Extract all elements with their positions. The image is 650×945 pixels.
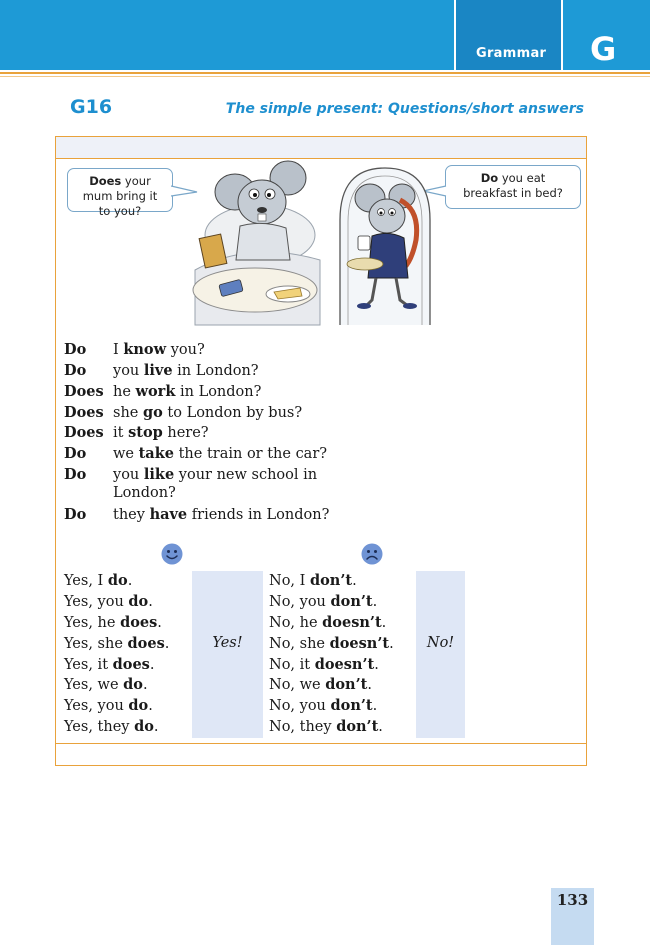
question-aux: Does	[64, 383, 104, 400]
question-aux: Do	[64, 445, 87, 462]
header-band	[0, 0, 650, 70]
header-rule	[0, 72, 650, 74]
question-body: he work in London?	[113, 383, 262, 400]
no-answer: No, we don’t.	[269, 676, 372, 694]
yes-answer: Yes, he does.	[64, 613, 162, 631]
happy-face-icon	[161, 543, 183, 565]
page-title: The simple present: Questions/short answers	[225, 101, 584, 117]
yes-answer: Yes, you do.	[64, 697, 153, 715]
question-aux: Does	[64, 404, 104, 421]
header-rule-thin	[0, 76, 650, 77]
question-body: they have friends in London?	[113, 506, 330, 523]
sad-face-icon	[361, 543, 383, 565]
speech-bubble-left	[67, 168, 173, 218]
yes-answers-column	[64, 571, 264, 738]
no-answer: No, they don’t.	[269, 718, 383, 736]
question-aux: Do	[64, 341, 87, 358]
yes-answer: Yes, it does.	[64, 655, 155, 673]
question-body: you like your new school in	[113, 466, 318, 483]
question-body: we take the train or the car?	[113, 445, 328, 462]
yes-answer: Yes, you do.	[64, 592, 153, 610]
speech-bubble-right	[445, 165, 581, 209]
question-body: I know you?	[113, 341, 205, 358]
unit-code: G16	[70, 96, 113, 118]
box-bottom-strip	[56, 743, 586, 765]
section-label: Grammar	[476, 46, 547, 61]
bubble-aux: Does	[89, 174, 122, 188]
yes-answer: Yes, I do.	[64, 572, 133, 589]
no-answer: No, he doesn’t.	[269, 613, 387, 631]
bubble-aux: Do	[480, 171, 499, 185]
no-answers-column	[269, 571, 469, 738]
no-answer: No, it doesn’t.	[269, 655, 379, 673]
no-label: No!	[426, 635, 455, 651]
yes-answer: Yes, she does.	[64, 634, 170, 652]
bubble-text: you eat breakfast in bed?	[463, 171, 563, 200]
question-body-continued: London?	[113, 485, 176, 501]
no-answer: No, she doesn’t.	[269, 634, 394, 652]
header-divider	[454, 0, 456, 70]
question-body: you live in London?	[113, 362, 259, 379]
question-aux: Do	[64, 506, 87, 523]
section-letter: G	[590, 30, 617, 68]
no-answer: No, you don’t.	[269, 697, 378, 715]
yes-label: Yes!	[212, 635, 243, 651]
bubble-text: your mum bring it to you?	[82, 174, 158, 218]
page-number: 133	[556, 891, 589, 909]
question-aux: Do	[64, 466, 87, 483]
yes-answer: Yes, they do.	[64, 718, 159, 736]
box-top-strip	[56, 137, 586, 159]
no-answer: No, you don’t.	[269, 592, 378, 610]
mice-cartoon-illustration	[190, 160, 440, 330]
question-body: she go to London by bus?	[113, 404, 303, 421]
no-answer: No, I don’t.	[269, 572, 357, 589]
header-divider	[561, 0, 563, 70]
yes-answer: Yes, we do.	[64, 676, 148, 694]
question-aux: Does	[64, 424, 104, 441]
question-body: it stop here?	[113, 424, 209, 441]
question-aux: Do	[64, 362, 87, 379]
